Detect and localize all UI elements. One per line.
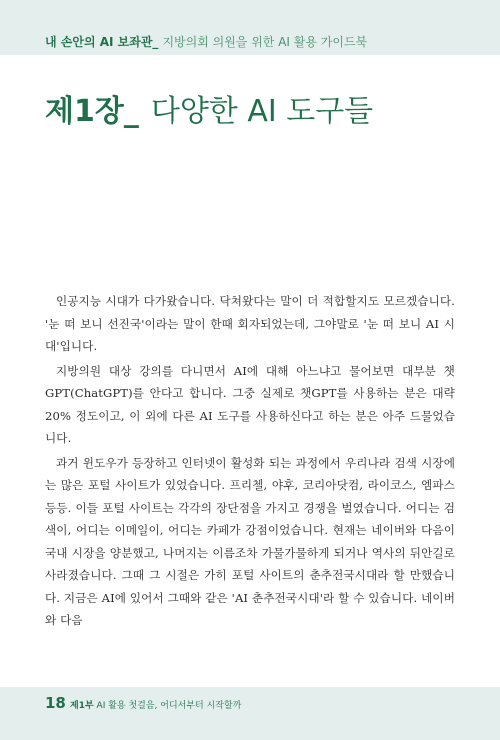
running-footer [0,687,500,740]
paragraph: 과거 윈도우가 등장하고 인터넷이 활성화 되는 과정에서 우리나라 검색 시장에는 많은 포털 사이트가 있었습니다. 프리첼, 야후, 코리아닷컴, 라이코스, 엠파스 등등. 이들 포털 사이트는 각각의 장단점을 가지고 경쟁을 벌였습니다. 어디는 검색이, 어디는 이메일이, 어디는 카페가 강점이었습니다. 현재는 네이버와 다음이 국내 시장을 양분했고, 나머지는 이름조차 가물가물하게 되거나 역사의 뒤안길로 사라졌습니다. 그때 그 시절은 가히 포털 사이트의 춘추전국시대라 할 만했습니다. 지금은 AI에 있어서 그때와 같은 'AI 춘추전국시대'라 할 수 있습니다. 네이버와 다음 [45,455,455,627]
header-title [45,33,367,50]
book-series-title: 내 손안의 AI 보좌관_ [45,35,159,49]
page-number: 18 [45,694,66,712]
running-header [0,0,500,55]
part-title: AI 활용 첫걸음, 어디서부터 시작할까 [96,701,242,711]
book-subtitle: 지방의회 의원을 위한 AI 활용 가이드북 [162,35,368,49]
paragraph: 지방의원 대상 강의를 다니면서 AI에 대해 아느냐고 물어보면 대부분 챗GPT(ChatGPT)를 안다고 합니다. 그중 실제로 챗GPT를 사용하는 분은 대략 20% 정도이고, 이 외에 다른 AI 도구를 사용하신다고 하는 분은 아주 드물었습니다. [45,363,455,445]
body-text [45,290,455,634]
chapter-number: 제1장_ [45,94,139,129]
part-label: 제1부 [70,701,94,711]
footer-part-info [70,698,241,711]
chapter-heading [45,92,373,132]
chapter-title: 다양한 AI 도구들 [150,94,374,129]
paragraph: 인공지능 시대가 다가왔습니다. 닥쳐왔다는 말이 더 적합할지도 모르겠습니다. '눈 떠 보니 선진국'이라는 말이 한때 회자되었는데, 그야말로 '눈 떠 보니 AI 시대'입니다. [45,294,455,353]
